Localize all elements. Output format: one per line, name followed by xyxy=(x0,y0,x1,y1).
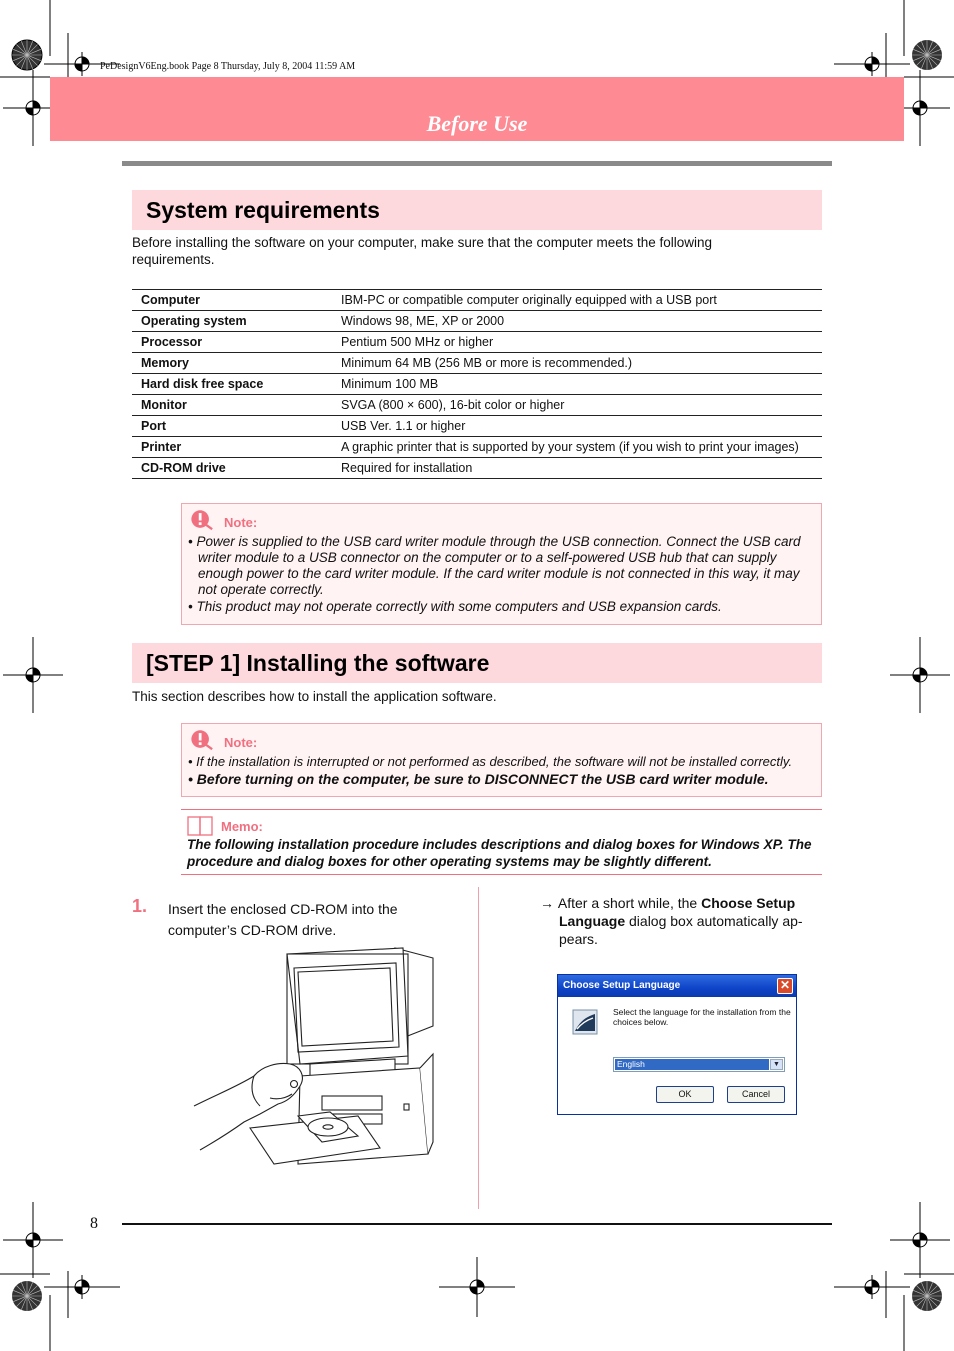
step-instruction-line: Insert the enclosed CD-ROM into the xyxy=(168,901,398,917)
book-file-line: PeDesignV6Eng.book Page 8 Thursday, July 8, 2004 11:59 AM xyxy=(100,61,356,72)
dialog-title-bar xyxy=(558,975,796,997)
note-text: • If the installation is interrupted or not performed as described, the software will not be installed correctly. xyxy=(188,754,793,769)
intro-line: Before installing the software on your computer, make sure that the computer meets the following xyxy=(132,235,713,250)
cancel-button[interactable]: Cancel xyxy=(727,1086,785,1103)
table-row xyxy=(132,353,822,374)
requirement-value: Windows 98, ME, XP or 2000 xyxy=(332,311,822,332)
choose-setup-language-dialog xyxy=(557,974,797,1115)
requirement-label: Memory xyxy=(132,353,332,374)
note-text: not operate correctly. xyxy=(198,582,324,597)
dialog-name-bold: Choose Setup xyxy=(701,895,796,911)
requirement-value: IBM-PC or compatible computer originally equipped with a USB port xyxy=(332,290,822,311)
requirement-value: USB Ver. 1.1 or higher xyxy=(332,416,822,437)
step-instruction-line: computer’s CD-ROM drive. xyxy=(168,922,337,938)
table-row xyxy=(132,374,822,395)
table-row xyxy=(132,437,822,458)
step1-title: [STEP 1] Installing the software xyxy=(146,650,490,676)
footer-rule xyxy=(122,1223,832,1225)
dialog-title: Choose Setup Language xyxy=(563,980,681,991)
memo-box xyxy=(181,809,822,875)
note-warning-text: • Before turning on the computer, be sure to DISCONNECT the USB card writer module. xyxy=(188,771,769,787)
page-number: 8 xyxy=(90,1215,98,1232)
requirement-value: SVGA (800 × 600), 16-bit color or higher xyxy=(332,395,822,416)
step1-intro: This section describes how to install the application software. xyxy=(132,689,497,704)
requirement-label: Monitor xyxy=(132,395,332,416)
close-icon[interactable]: ✕ xyxy=(777,978,793,994)
step-result xyxy=(540,894,820,948)
language-select-value: English xyxy=(615,1059,769,1070)
column-divider xyxy=(478,887,479,1209)
step-result-line: pears. xyxy=(559,931,598,947)
note-text: • Power is supplied to the USB card writer module through the USB connection. Connect the USB card xyxy=(188,534,801,549)
dialog-body xyxy=(558,997,796,1114)
memo-text: The following installation procedure includes descriptions and dialog boxes for Windows XP. The xyxy=(187,837,812,852)
requirement-label: Hard disk free space xyxy=(132,374,332,395)
ok-button[interactable]: OK xyxy=(656,1086,714,1103)
memo-text: procedure and dialog boxes for other operating systems may be slightly different. xyxy=(187,854,712,869)
note-box xyxy=(181,503,822,625)
intro-line: requirements. xyxy=(132,252,215,267)
exclamation-icon xyxy=(190,729,214,751)
requirement-label: CD-ROM drive xyxy=(132,458,332,479)
dialog-message: Select the language for the installation from the choices below. xyxy=(613,1007,791,1027)
note-text: enough power to the card writer module. If the card writer module is not connected in this way, it may xyxy=(198,566,800,581)
table-row xyxy=(132,332,822,353)
step-result-line xyxy=(540,894,820,912)
requirement-value: Minimum 100 MB xyxy=(332,374,822,395)
table-row xyxy=(132,458,822,479)
requirement-label: Processor xyxy=(132,332,332,353)
dialog-name-bold: Language xyxy=(559,913,626,929)
note-heading: Note: xyxy=(224,735,258,750)
chevron-down-icon[interactable]: ▼ xyxy=(770,1059,783,1070)
step1-heading-band xyxy=(132,643,822,683)
header-rule xyxy=(122,161,832,166)
requirements-table xyxy=(132,289,822,479)
system-requirements-title: System requirements xyxy=(146,197,380,223)
requirement-label: Computer xyxy=(132,290,332,311)
exclamation-icon xyxy=(190,509,214,531)
installer-icon xyxy=(572,1009,598,1035)
table-row xyxy=(132,416,822,437)
book-icon xyxy=(187,815,215,837)
requirement-value: Pentium 500 MHz or higher xyxy=(332,332,822,353)
chapter-title: Before Use xyxy=(426,111,528,136)
result-text: dialog box automatically ap- xyxy=(625,913,803,929)
table-row xyxy=(132,395,822,416)
system-requirements-intro xyxy=(132,234,822,268)
step-number: 1. xyxy=(132,896,148,916)
note-heading: Note: xyxy=(224,515,258,530)
language-select[interactable] xyxy=(613,1057,785,1072)
computer-cdrom-illustration xyxy=(190,946,440,1176)
step-instruction xyxy=(168,899,398,941)
note-text: • This product may not operate correctly with some computers and USB expansion cards. xyxy=(188,599,722,614)
note-box xyxy=(181,723,822,797)
requirement-value: Required for installation xyxy=(332,458,822,479)
table-row xyxy=(132,311,822,332)
system-requirements-heading-band xyxy=(132,190,822,230)
result-text: After a short while, the xyxy=(557,895,702,911)
requirement-label: Operating system xyxy=(132,311,332,332)
note-text: writer module to a USB connector on the computer or to a self-powered USB hub that can supply xyxy=(198,550,777,565)
result-arrow: → xyxy=(540,895,554,911)
memo-heading: Memo: xyxy=(221,819,263,834)
requirement-value: A graphic printer that is supported by your system (if you wish to print your images) xyxy=(332,437,822,458)
requirement-value: Minimum 64 MB (256 MB or more is recommended.) xyxy=(332,353,822,374)
step-result-line xyxy=(540,912,820,930)
table-row xyxy=(132,290,822,311)
requirement-label: Printer xyxy=(132,437,332,458)
requirement-label: Port xyxy=(132,416,332,437)
